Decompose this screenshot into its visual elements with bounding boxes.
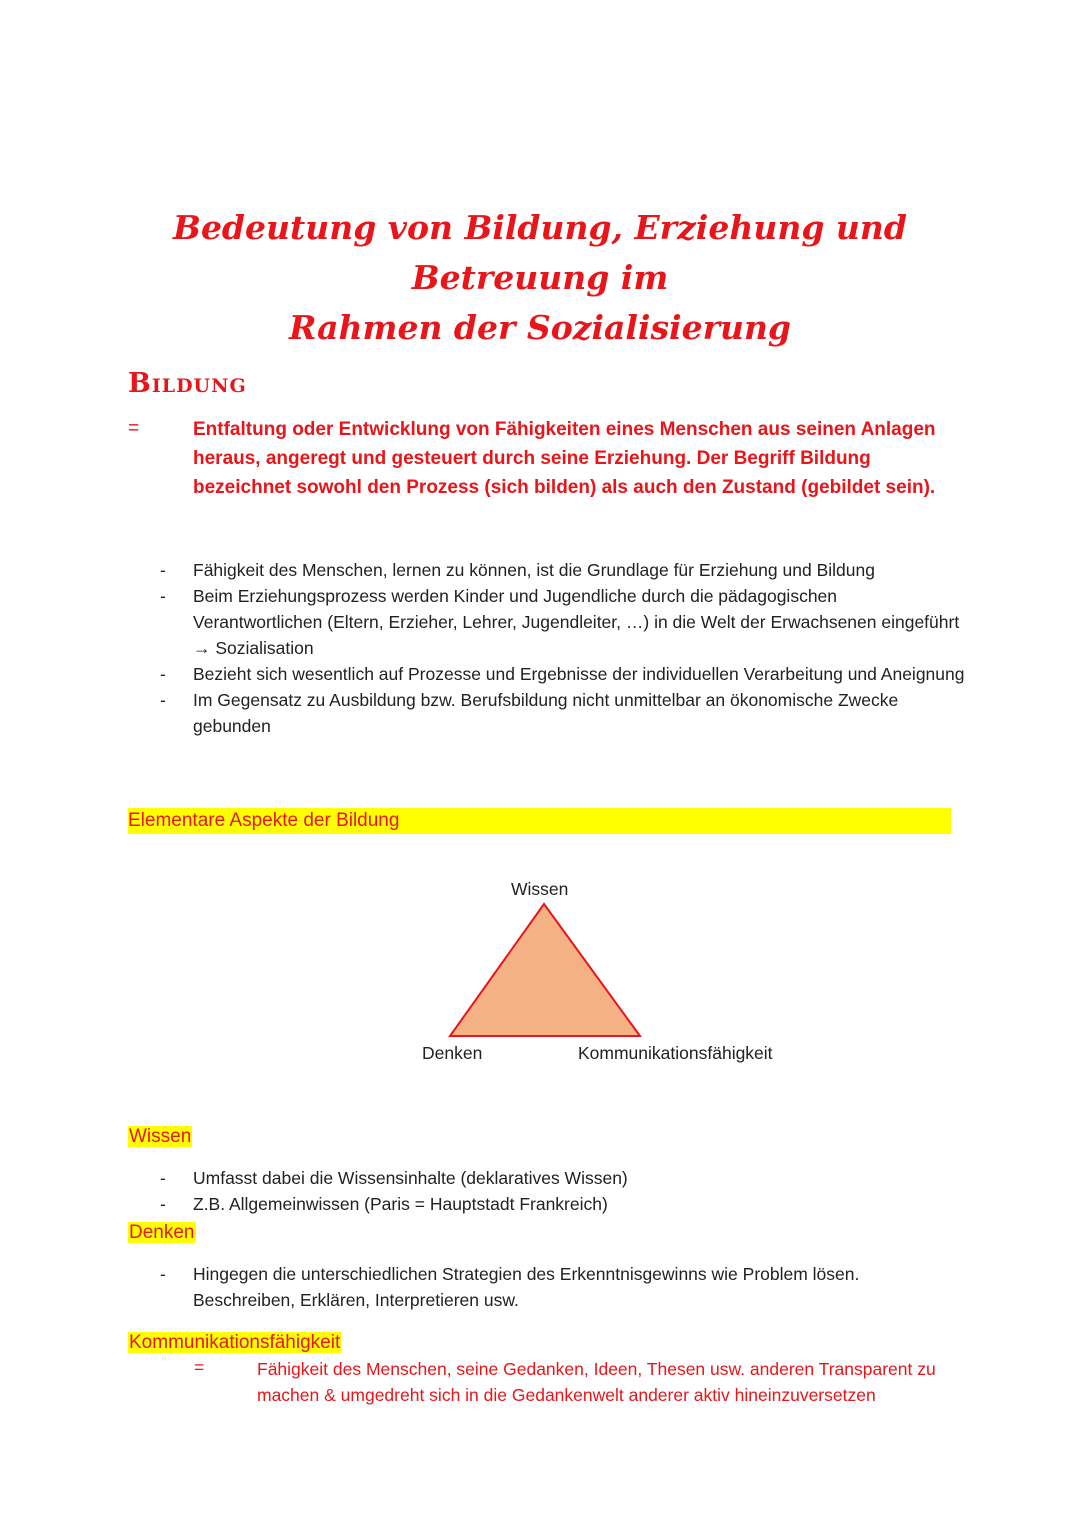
list-item: [128, 1261, 918, 1313]
list-item-text: Beim Erziehungsprozess werden Kinder und Jugendliche durch die pädagogischen Verantwortlichen (Eltern, Erzieher, Lehrer, Jugendleiter, …) in die Welt der Erwachsenen eingeführt: [193, 586, 960, 632]
bullet-dash: -: [160, 1168, 166, 1188]
wissen-bullet-list: [128, 1165, 968, 1217]
triangle-label-top: Wissen: [511, 879, 569, 899]
section-heading-bildung: Bildung: [128, 368, 247, 399]
arrow-right-icon: →: [193, 638, 211, 658]
bullet-dash: -: [160, 1194, 166, 1214]
list-item: [128, 557, 968, 583]
list-item-text: Im Gegensatz zu Ausbildung bzw. Berufsbildung nicht unmittelbar an ökonomische Zwecke gebunden: [193, 690, 899, 736]
aspects-triangle: [450, 904, 640, 1036]
aspects-heading-bar: [128, 808, 951, 834]
list-item-text: Fähigkeit des Menschen, lernen zu können, ist die Grundlage für Erziehung und Bildung: [193, 560, 875, 580]
aspects-heading: Elementare Aspekte der Bildung: [128, 810, 400, 831]
kommunikation-heading: Kommunikationsfähigkeit: [129, 1332, 341, 1353]
triangle-label-bottom-right: Kommunikationsfähigkeit: [578, 1043, 773, 1063]
definition-symbol: =: [194, 1357, 205, 1377]
section-heading-kommunikation: [128, 1330, 341, 1355]
list-item-text: Umfasst dabei die Wissensinhalte (deklaratives Wissen): [193, 1168, 628, 1188]
bildung-bullet-list: [128, 557, 968, 739]
bullet-dash: -: [160, 586, 166, 606]
bildung-definition: Entfaltung oder Entwicklung von Fähigkeiten eines Menschen aus seinen Anlagen heraus, angeregt und gesteuert durch seine Erziehung. Der Begriff Bildung bezeichnet sowohl den Prozess (sich bilden) als auch den Zustand (gebildet sein).: [193, 419, 936, 498]
list-item: [128, 1191, 968, 1217]
triangle-label-bottom-left: Denken: [422, 1043, 483, 1063]
bullet-dash: -: [160, 690, 166, 710]
list-item: [128, 583, 968, 661]
page-title-line-2: Rahmen der Sozialisierung: [288, 308, 792, 347]
aspects-triangle-diagram: [440, 898, 652, 1040]
section-heading-denken: [128, 1220, 196, 1245]
denken-bullet-list: [128, 1261, 918, 1313]
denken-heading: Denken: [129, 1222, 195, 1243]
list-item-text: Bezieht sich wesentlich auf Prozesse und Ergebnisse der individuellen Verarbeitung und Aneignung: [193, 664, 965, 684]
bullet-dash: -: [160, 560, 166, 580]
list-item-text: Hingegen die unterschiedlichen Strategien des Erkenntnisgewinns wie Problem lösen. Beschreiben, Erklären, Interpretieren usw.: [193, 1264, 860, 1310]
arrow-target-text: Sozialisation: [215, 638, 314, 658]
kommunikation-definition: Fähigkeit des Menschen, seine Gedanken, Ideen, Thesen usw. anderen Transparent zu machen & umgedreht sich in die Gedankenwelt anderer aktiv hineinzuversetzen: [257, 1359, 936, 1405]
wissen-heading: Wissen: [129, 1126, 192, 1147]
bullet-dash: -: [160, 664, 166, 684]
list-item-text: Z.B. Allgemeinwissen (Paris = Hauptstadt Frankreich): [193, 1194, 608, 1214]
definition-symbol: =: [128, 418, 140, 439]
bullet-dash: -: [160, 1264, 166, 1284]
page-title-line-1: Bedeutung von Bildung, Erziehung und Betreuung im: [173, 208, 907, 297]
list-item: [128, 687, 968, 739]
section-heading-wissen: [128, 1124, 192, 1149]
page-title: [100, 203, 980, 353]
list-item: [128, 661, 968, 687]
list-item: [128, 1165, 968, 1191]
